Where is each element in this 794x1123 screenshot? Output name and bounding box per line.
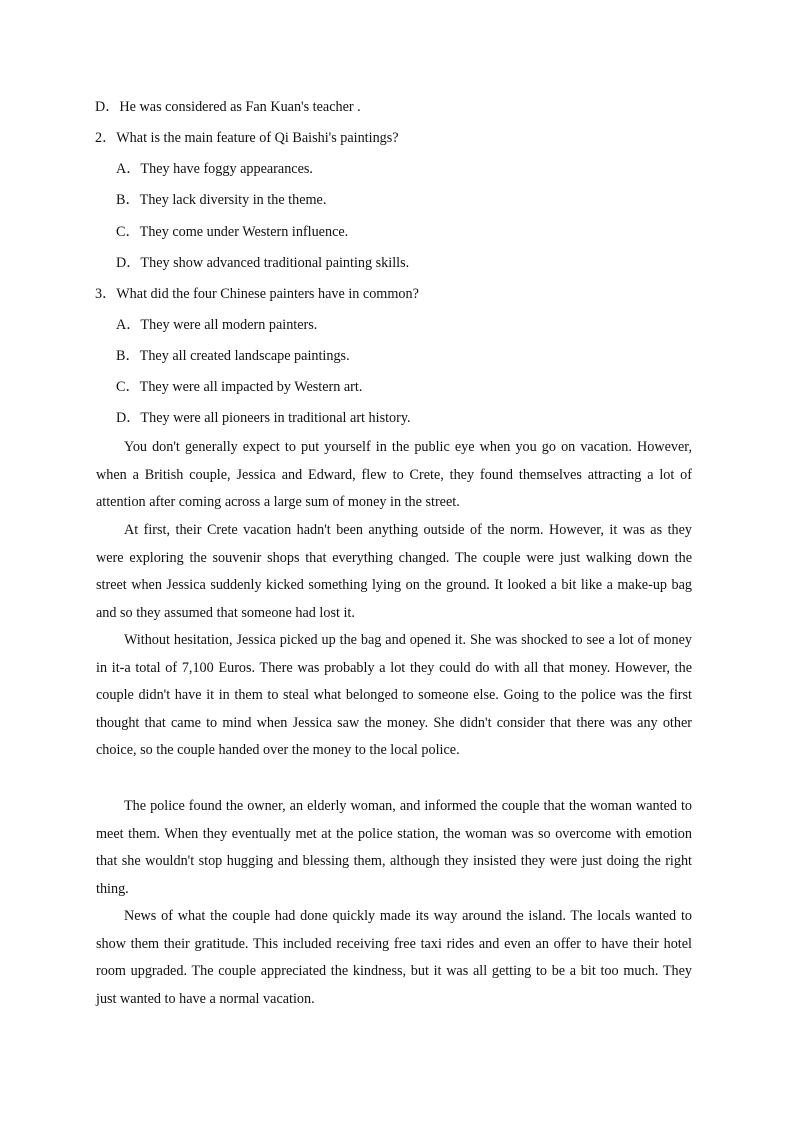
q1-option-d: D．He was considered as Fan Kuan's teacher .: [95, 99, 361, 115]
q2-option-c: C．They come under Western influence.: [116, 224, 349, 240]
q3-option-a: A．They were all modern painters.: [116, 317, 318, 333]
q2-stem: 2．What is the main feature of Qi Baishi's paintings?: [95, 130, 399, 146]
q2-option-d: D．They show advanced traditional painting skills.: [116, 255, 410, 271]
passage-paragraph-4: The police found the owner, an elderly woman, and informed the couple that the woman wanted to meet them. When they eventually met at the police station, the woman was so overcome with emotion that she wouldn't stop hugging and blessing them, although they insisted they were just doing the right thing.: [96, 798, 692, 897]
passage-paragraph-5: News of what the couple had done quickly made its way around the island. The locals wanted to show them their gratitude. This included receiving free taxi rides and even an offer to have their hotel room upgraded. The couple appreciated the kindness, but it was all getting to be a bit too much. They just wanted to have a normal vacation.: [96, 908, 692, 1007]
q2-option-a: A．They have foggy appearances.: [116, 161, 313, 177]
passage-paragraph-3: Without hesitation, Jessica picked up the bag and opened it. She was shocked to see a lot of money in it-a total of 7,100 Euros. There was probably a lot they could do with all that money. However, the couple didn't have it in them to steal what belonged to someone else. Going to the police was the first thought that came to mind when Jessica saw the money. She didn't consider that there was any other choice, so the couple handed over the money to the local police.: [96, 632, 692, 759]
q3-option-c: C．They were all impacted by Western art.: [116, 379, 363, 395]
passage-paragraph-1: You don't generally expect to put yourself in the public eye when you go on vacation. However, when a British couple, Jessica and Edward, flew to Crete, they found themselves attracting a lot of attention after coming across a large sum of money in the street.: [96, 439, 692, 511]
q3-stem: 3．What did the four Chinese painters have in common?: [95, 286, 419, 302]
q3-option-b: B．They all created landscape paintings.: [116, 348, 350, 364]
passage-paragraph-2: At first, their Crete vacation hadn't been anything outside of the norm. However, it was as they were exploring the souvenir shops that everything changed. The couple were just walking down the street when Jessica suddenly kicked something lying on the ground. It looked a bit like a make-up bag and so they assumed that someone had lost it.: [96, 522, 692, 621]
q2-option-b: B．They lack diversity in the theme.: [116, 192, 327, 208]
q3-option-d: D．They were all pioneers in traditional art history.: [116, 410, 411, 426]
